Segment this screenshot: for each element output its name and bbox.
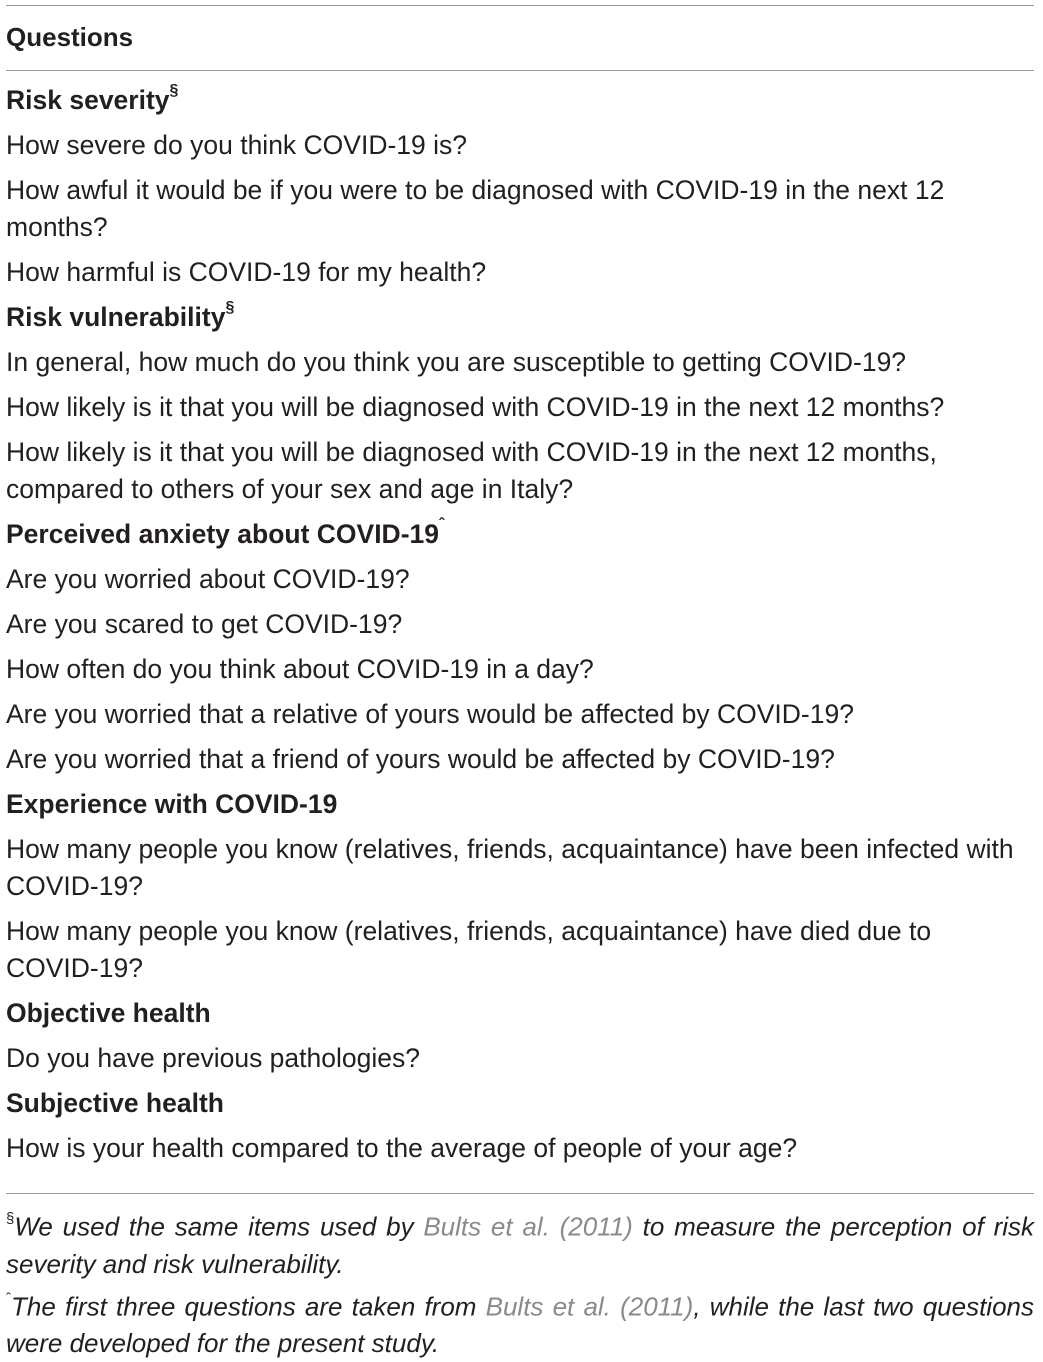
question-text: Are you worried that a relative of yours would be affected by COVID-19?: [6, 699, 854, 729]
section-heading-text: Subjective health: [6, 1088, 224, 1118]
section-heading: [6, 82, 1021, 119]
section-heading: [6, 516, 1021, 553]
footnote-anxiety: [6, 1283, 1034, 1362]
question-text: Do you have previous pathologies?: [6, 1043, 420, 1073]
footnote-text: The first three questions are taken from: [11, 1291, 486, 1322]
column-header-questions: Questions: [6, 22, 134, 52]
section-heading-text: Objective health: [6, 998, 211, 1028]
question-item: [6, 741, 1021, 778]
section-heading: [6, 1085, 1021, 1122]
footer-rule: [6, 1193, 1034, 1194]
footnote-text: We used the same items used by: [14, 1211, 424, 1242]
question-item: [6, 172, 1021, 246]
question-text: How many people you know (relatives, friends, acquaintance) have been infected with COVID-19?: [6, 834, 1014, 901]
citation-link[interactable]: Bults et al. (2011): [485, 1291, 694, 1322]
question-item: [6, 1040, 1021, 1077]
footnote-mark: §: [169, 82, 179, 100]
question-text: How likely is it that you will be diagnosed with COVID-19 in the next 12 months, compared to others of your sex and age in Italy?: [6, 437, 937, 504]
header-rule: [6, 70, 1034, 71]
section-heading-text: Risk severity: [6, 85, 170, 115]
question-item: [6, 696, 1021, 733]
section-heading: [6, 786, 1021, 823]
footnote-text: to measure the perception of risk severity and risk vulnerability.: [6, 1211, 1034, 1279]
section-heading: [6, 299, 1021, 336]
question-text: Are you scared to get COVID-19?: [6, 609, 403, 639]
question-text: In general, how much do you think you are susceptible to getting COVID-19?: [6, 347, 907, 377]
question-text: Are you worried that a friend of yours would be affected by COVID-19?: [6, 744, 835, 774]
footnote-text: , while the last two questions were developed for the present study.: [6, 1291, 1034, 1359]
question-text: How often do you think about COVID-19 in a day?: [6, 654, 594, 684]
section-heading: [6, 995, 1021, 1032]
question-item: [6, 434, 1021, 508]
footnotes: [6, 1203, 1034, 1362]
footnote-mark: ˆ: [6, 1289, 11, 1307]
question-item: [6, 127, 1021, 164]
citation-link[interactable]: Bults et al. (2011): [423, 1211, 633, 1242]
question-item: [6, 606, 1021, 643]
table-body: [6, 82, 1021, 1175]
question-text: How severe do you think COVID-19 is?: [6, 130, 468, 160]
question-item: [6, 344, 1021, 381]
question-item: [6, 913, 1021, 987]
section-heading-text: Experience with COVID-19: [6, 789, 338, 819]
section-heading-text: Perceived anxiety about COVID-19: [6, 519, 439, 549]
top-rule: [6, 5, 1034, 6]
question-item: [6, 831, 1021, 905]
question-item: [6, 254, 1021, 291]
question-text: How awful it would be if you were to be diagnosed with COVID-19 in the next 12 months?: [6, 175, 945, 242]
question-item: [6, 389, 1021, 426]
question-text: How many people you know (relatives, friends, acquaintance) have died due to COVID-19?: [6, 916, 932, 983]
question-item: [6, 1130, 1021, 1167]
question-text: Are you worried about COVID-19?: [6, 564, 410, 594]
footnote-mark: ˆ: [439, 516, 445, 534]
question-text: How is your health compared to the average of people of your age?: [6, 1133, 798, 1163]
question-item: [6, 651, 1021, 688]
footnote-mark: §: [225, 299, 235, 317]
question-item: [6, 561, 1021, 598]
question-text: How likely is it that you will be diagnosed with COVID-19 in the next 12 months?: [6, 392, 945, 422]
footnote-severity-vulnerability: [6, 1203, 1034, 1283]
question-text: How harmful is COVID-19 for my health?: [6, 257, 487, 287]
section-heading-text: Risk vulnerability: [6, 302, 226, 332]
footnote-mark: §: [6, 1210, 15, 1227]
